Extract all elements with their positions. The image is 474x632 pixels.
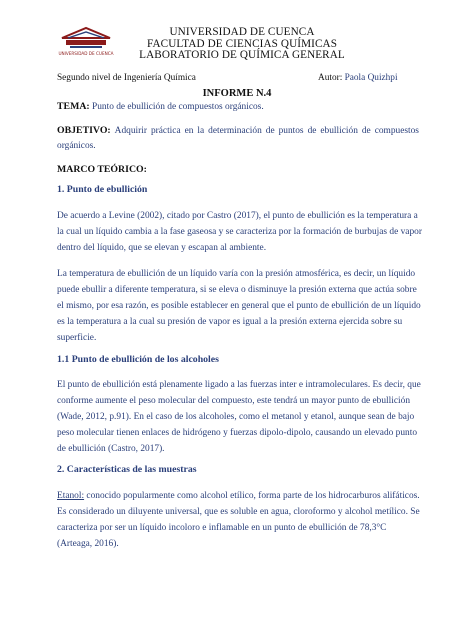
objetivo-word: de xyxy=(361,126,371,136)
para-line: el mismo, por esa razón, es posible establecer en general que el punto de ebullición de un líquido xyxy=(57,301,421,311)
objetivo-word: práctica xyxy=(150,126,181,136)
section-1-1-title: 1.1 Punto de ebullición de los alcoholes xyxy=(57,354,219,365)
section-2-title: 2. Características de las muestras xyxy=(57,464,197,475)
section-2-para xyxy=(57,488,419,552)
para-line: Es considerado un diluyente universal, que es soluble en agua, cloroformo y alcohol metílico. Se xyxy=(57,507,420,517)
svg-text:UNIVERSIDAD DE CUENCA: UNIVERSIDAD DE CUENCA xyxy=(58,51,114,56)
objetivo-word: en xyxy=(184,126,194,136)
etanol-line-rest: conocido popularmente como alcohol etílico, forma parte de los hidrocarburos alifáticos. xyxy=(84,491,420,501)
etanol-label: Etanol: xyxy=(57,491,85,501)
author-label: Autor: xyxy=(318,73,343,83)
author-name: Paola Quizhpi xyxy=(344,73,398,83)
objetivo-line-1 xyxy=(57,123,419,139)
para-line: El punto de ebullición está plenamente ligado a las fuerzas inter e intramoleculares. Es decir, que xyxy=(57,380,421,390)
objetivo-label: OBJETIVO: xyxy=(57,125,111,136)
section-1-title: 1. Punto de ebullición xyxy=(57,184,148,195)
university-name: UNIVERSIDAD DE CUENCA xyxy=(169,26,315,38)
objetivo-block xyxy=(57,123,419,154)
section-1-1-para xyxy=(57,377,419,457)
para-line: de ebullición (Castro, 2017). xyxy=(57,444,165,454)
objetivo-line-2: orgánicos. xyxy=(57,141,96,151)
objetivo-word: de xyxy=(307,126,317,136)
objetivo-word: puntos xyxy=(278,126,304,136)
report-title: INFORME N.4 xyxy=(202,88,272,99)
para-line: la cual un líquido cambia a la fase gaseosa y se caracteriza por la formación de burbujas de vapor xyxy=(57,227,422,237)
faculty-name: FACULTAD DE CIENCIAS QUÍMICAS xyxy=(146,37,338,50)
para-line: dentro del líquido, que se elevan y escapan al ambiente. xyxy=(57,243,267,253)
para-line: superficie. xyxy=(57,333,97,343)
objetivo-word: compuestos xyxy=(374,126,419,136)
section-1-para-2 xyxy=(57,266,419,346)
university-logo xyxy=(56,24,116,62)
institution-header xyxy=(120,27,364,62)
para-line: De acuerdo a Levine (2002), citado por Castro (2017), el punto de ebullición es la temperatura a xyxy=(57,211,418,221)
para-line: (Wade, 2012, p.91). En el caso de los alcoholes, como el metanol y etanol, aunque sean de bajo xyxy=(57,412,415,422)
objetivo-word: de xyxy=(265,126,275,136)
para-line xyxy=(57,488,419,504)
marco-title: MARCO TEÓRICO: xyxy=(57,164,147,175)
lab-name: LABORATORIO DE QUÍMICA GENERAL xyxy=(139,49,345,61)
author-line xyxy=(318,73,398,83)
para-line: puede ebullir a diferente temperatura, si se eleva o disminuye la presión externa que actúa sobre xyxy=(57,285,417,295)
university-logo-icon xyxy=(56,24,116,62)
para-line: La temperatura de ebullición de un líquido varía con la presión atmosférica, es decir, un líquido xyxy=(57,269,416,279)
objetivo-word: la xyxy=(197,126,205,136)
objetivo-word: determinación xyxy=(208,126,262,136)
objetivo-word: Adquirir xyxy=(114,126,147,136)
course-level: Segundo nivel de Ingeniería Química xyxy=(57,73,196,83)
para-line: caracteriza por ser un líquido incoloro e inflamable en un punto de ebullición de 78,3°C xyxy=(57,523,387,533)
para-line: (Arteaga, 2016). xyxy=(57,539,119,549)
para-line: peso molecular tienen enlaces de hidrógeno y fuerzas dipolo-dipolo, causando un elevado punto xyxy=(57,428,418,438)
para-line: conforme aumente el peso molecular del compuesto, este tendrá un mayor punto de ebullición xyxy=(57,396,411,406)
tema-line xyxy=(57,99,419,115)
tema-value: Punto de ebullición de compuestos orgánicos. xyxy=(92,102,264,112)
objetivo-word: ebullición xyxy=(320,126,358,136)
section-1-para-1 xyxy=(57,208,422,256)
tema-label: TEMA: xyxy=(57,101,90,112)
para-line: es la temperatura a la cual su presión de vapor es igual a la presión externa ejercida sobre su xyxy=(57,317,403,327)
